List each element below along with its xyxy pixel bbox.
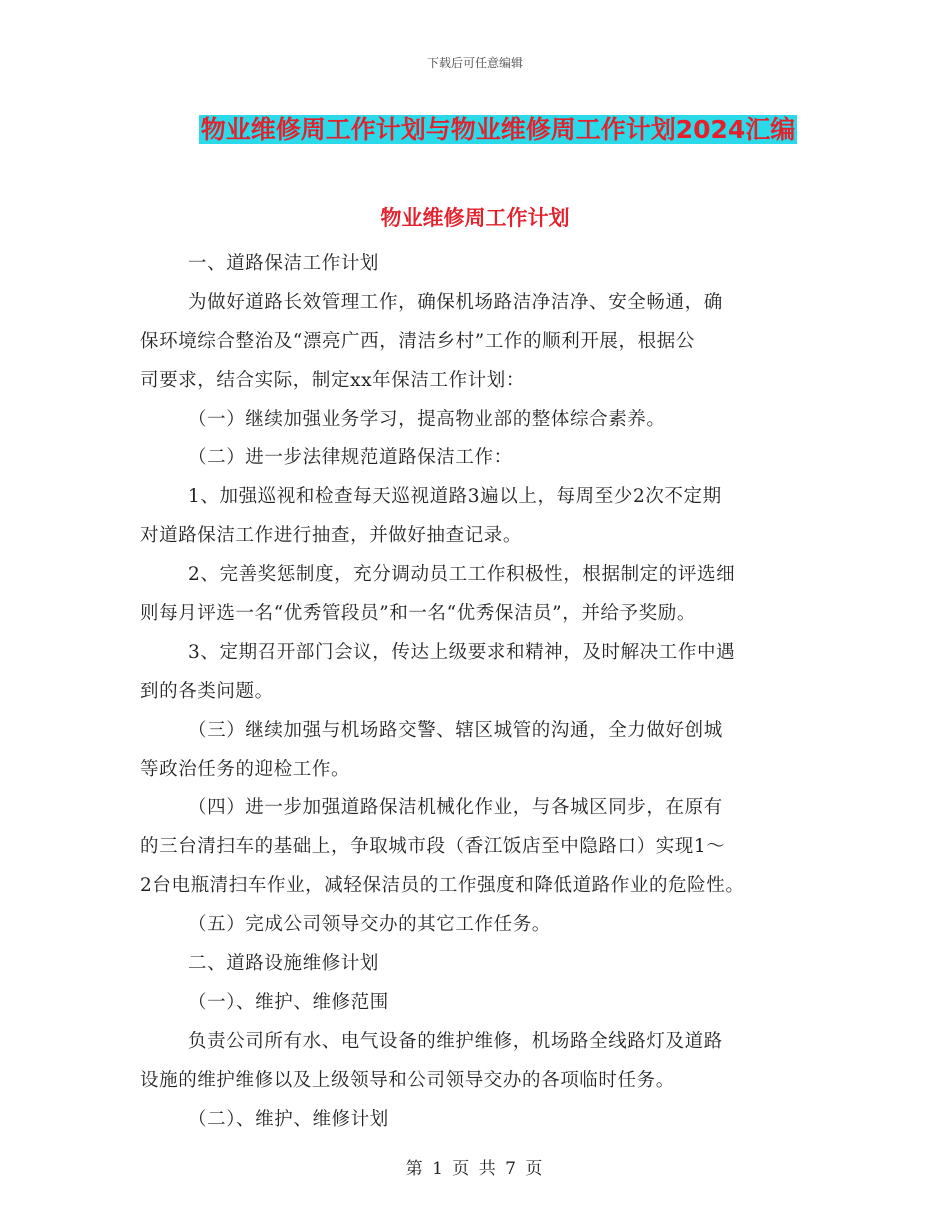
paragraph-line: 3、定期召开部门会议，传达上级要求和精神，及时解决工作中遇: [188, 641, 736, 663]
paragraph-line: 对道路保洁工作进行抽查，并做好抽查记录。: [140, 525, 523, 547]
paragraph-line: 则每月评选一名“优秀管段员”和一名“优秀保洁员”，并给予奖励。: [140, 603, 696, 625]
paragraph-line: 司要求，结合实际，制定xx年保洁工作计划：: [140, 369, 525, 391]
paragraph-line: 2、完善奖惩制度，充分调动员工工作积极性，根据制定的评选细: [188, 564, 736, 586]
paragraph-line: （四）进一步加强道路保洁机械化作业，与各城区同步，在原有: [188, 797, 723, 819]
paragraph-line: 2台电瓶清扫车作业，减轻保洁员的工作强度和降低道路作业的危险性。: [140, 875, 745, 897]
paragraph-line: （二）进一步法律规范道路保洁工作：: [188, 447, 513, 469]
paragraph-line: 的三台清扫车的基础上，争取城市段（香江饭店至中隐路口）实现1～: [140, 836, 726, 858]
paragraph-line: 等政治任务的迎检工作。: [140, 758, 351, 780]
section-title: 物业维修周工作计划: [380, 206, 570, 230]
paragraph-line: 二、道路设施维修计划: [188, 953, 380, 975]
paragraph-line: （三）继续加强与机场路交警、辖区城管的沟通，全力做好创城: [188, 719, 723, 741]
paragraph-line: 设施的维护维修以及上级领导和公司领导交办的各项临时任务。: [140, 1069, 675, 1091]
paragraph-line: 1、加强巡视和检查每天巡视道路3遍以上，每周至少2次不定期: [188, 486, 722, 508]
page-footer: 第 1 页 共 7 页: [405, 1159, 545, 1179]
paragraph-line: （一）继续加强业务学习，提高物业部的整体综合素养。: [188, 408, 666, 430]
paragraph-line: 负责公司所有水、电气设备的维护维修，机场路全线路灯及道路: [188, 1030, 723, 1052]
body-text: [140, 245, 830, 1139]
header-note: 下载后可任意编辑: [426, 56, 523, 70]
paragraph-line: （五）完成公司领导交办的其它工作任务。: [188, 914, 551, 936]
paragraph-line: （二）、维护、维修计划: [188, 1108, 389, 1130]
paragraph-line: 为做好道路长效管理工作，确保机场路洁净洁净、安全畅通，确: [188, 291, 723, 313]
document-title: [0, 112, 950, 148]
paragraph-line: 一、道路保洁工作计划: [188, 253, 380, 274]
paragraph-line: （一）、维护、维修范围: [188, 991, 389, 1013]
paragraph-line: 保环境综合整治及“漂亮广西，清洁乡村”工作的顺利开展，根据公: [140, 330, 695, 352]
paragraph-line: 到的各类问题。: [140, 680, 274, 702]
document-title-text: 物业维修周工作计划与物业维修周工作计划2024汇编: [200, 115, 796, 144]
